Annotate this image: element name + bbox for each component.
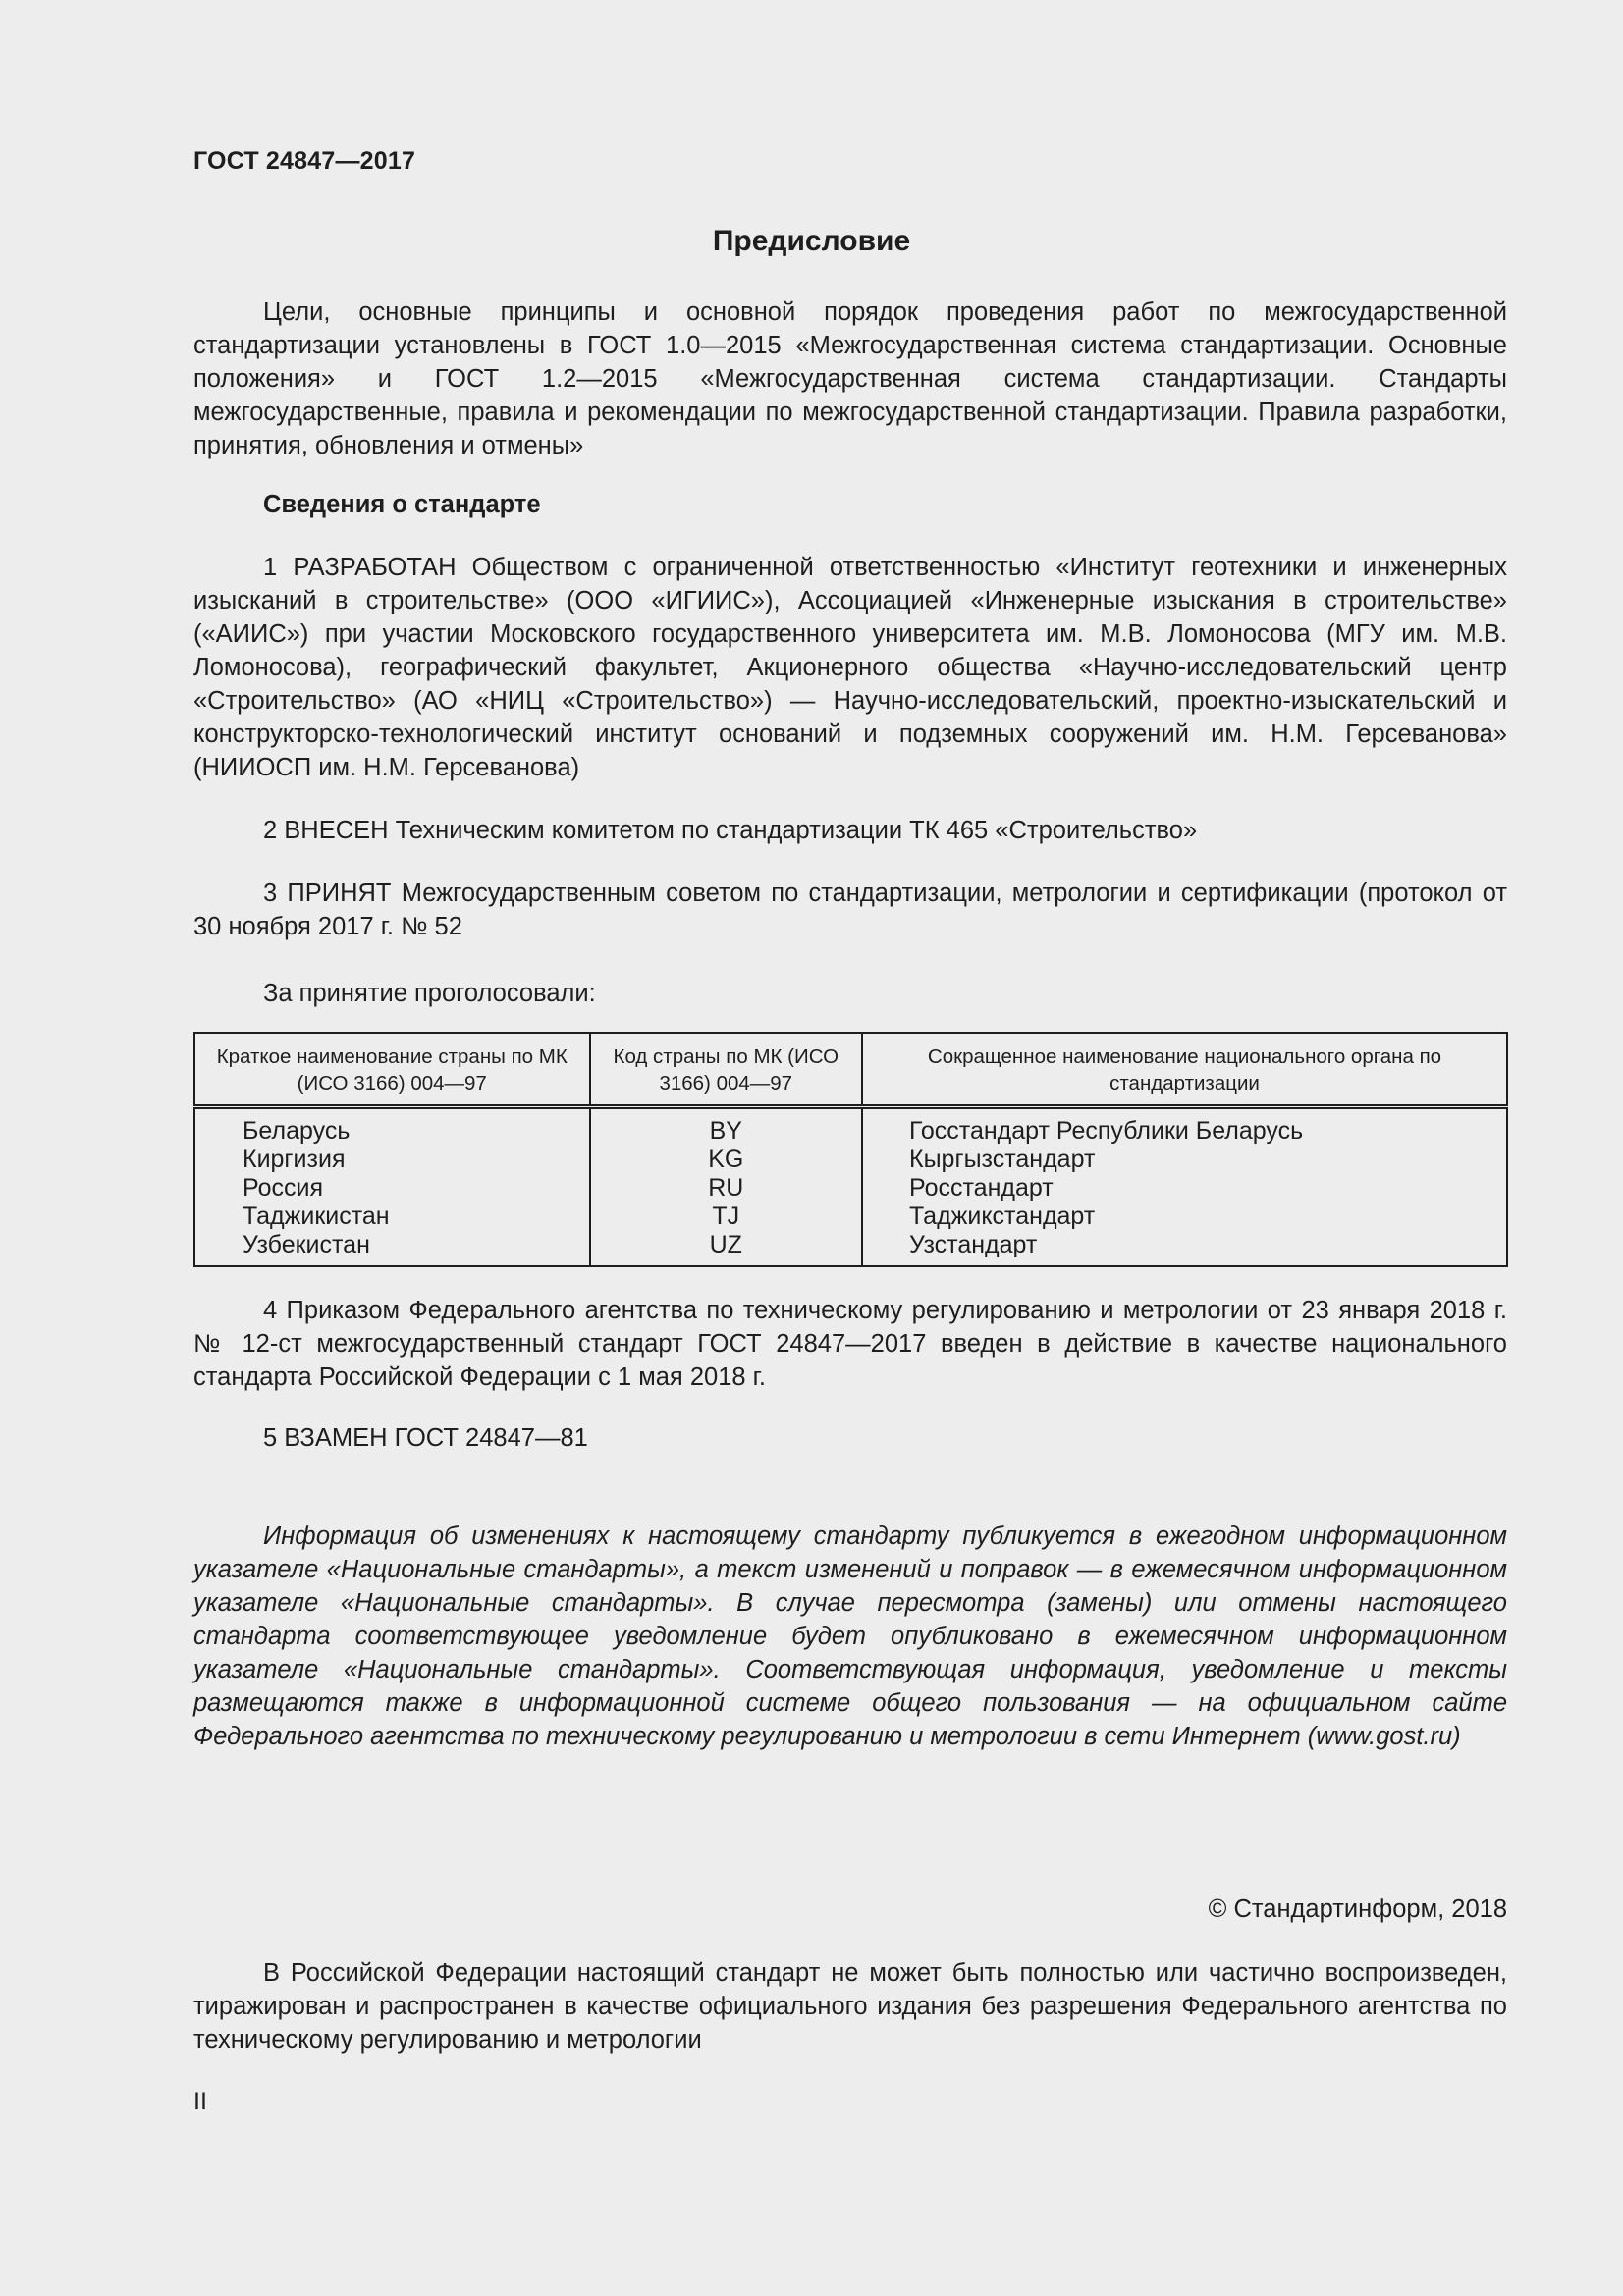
table-row <box>194 1107 1507 1267</box>
national-body: Госстандарт Республики Беларусь <box>909 1117 1304 1145</box>
voted-label: За принятие проголосовали: <box>263 980 596 1007</box>
country-code: TJ <box>712 1202 740 1230</box>
header-country-code: Код страны по МК (ИСО 3166) 004—97 <box>590 1033 863 1107</box>
national-bodies-cell <box>862 1107 1507 1267</box>
voting-table <box>193 1032 1508 1267</box>
country-name: Россия <box>243 1174 323 1201</box>
page-number: II <box>193 2088 207 2115</box>
national-body: Росстандарт <box>909 1174 1054 1201</box>
national-body: Кыргызстандарт <box>909 1146 1096 1173</box>
national-body: Узстандарт <box>909 1231 1038 1258</box>
rights-paragraph: В Российской Федерации настоящий стандарт не может быть полностью или частично воспроизведен, тиражирован и распространен в качестве официального издания без разрешения Федерального агентства по техническому регулированию и метрологии <box>193 1959 1507 2054</box>
national-body: Таджикстандарт <box>909 1202 1096 1230</box>
info-heading: Сведения о стандарте <box>263 491 541 518</box>
item-1-paragraph: 1 РАЗРАБОТАН Обществом с ограниченной ответственностью «Институт геотехники и инженерных изысканий в строительстве» (ООО «ИГИИС»), Ассоциацией «Инженерные изыскания в строительстве» («АИИС») при участии Московского государственного университета им. М.В. Ломоносова (МГУ им. М.В. Ломоносова), географический факультет, Акционерного общества «Научно-исследовательский центр «Строительство» (АО «НИЦ «Строительство») — Научно-исследовательский, проектно-изыскательский и конструкторско-технологический институт оснований и подземных сооружений им. Н.М. Герсеванова» (НИИОСП им. Н.М. Герсеванова) <box>193 554 1507 781</box>
country-code: RU <box>708 1174 744 1201</box>
country-name: Киргизия <box>243 1146 346 1173</box>
country-code: UZ <box>709 1231 742 1258</box>
header-national-body: Сокращенное наименование национального органа по стандартизации <box>862 1033 1507 1107</box>
item-2-paragraph: 2 ВНЕСЕН Техническим комитетом по стандартизации ТК 465 «Строительство» <box>263 817 1198 844</box>
changes-notice: Информация об изменениях к настоящему стандарту публикуется в ежегодном информационном указателе «Национальные стандарты», а текст изменений и поправок — в ежемесячном информационном указателе «Национальные стандарты». В случае пересмотра (замены) или отмены настоящего стандарта соответствующее уведомление будет опубликовано в ежемесячном информационном указателе «Национальные стандарты». Соответствующая информация, уведомление и тексты размещаются также в информационной системе общего пользования — на официальном сайте Федерального агентства по техническому регулированию и метрологии в сети Интернет (www.gost.ru) <box>193 1522 1507 1750</box>
country-names-cell <box>194 1107 590 1267</box>
header-country-name: Краткое наименование страны по МК (ИСО 3166) 004—97 <box>194 1033 590 1107</box>
copyright-notice: © Стандартинформ, 2018 <box>1208 1896 1507 1923</box>
country-code: KG <box>708 1146 744 1173</box>
table-header-row <box>194 1033 1507 1107</box>
item-5-paragraph: 5 ВЗАМЕН ГОСТ 24847—81 <box>263 1424 588 1452</box>
country-name: Узбекистан <box>243 1231 370 1258</box>
intro-paragraph: Цели, основные принципы и основной порядок проведения работ по межгосударственной стандартизации установлены в ГОСТ 1.0—2015 «Межгосударственная система стандартизации. Основные положения» и ГОСТ 1.2—2015 «Межгосударственная система стандартизации. Стандарты межгосударственные, правила и рекомендации по межгосударственной стандартизации. Правила разработки, принятия, обновления и отмены» <box>193 298 1507 459</box>
country-name: Таджикистан <box>243 1202 390 1230</box>
country-code: BY <box>709 1117 742 1145</box>
item-3-paragraph: 3 ПРИНЯТ Межгосударственным советом по стандартизации, метрологии и сертификации (протокол от 30 ноября 2017 г. № 52 <box>193 880 1507 940</box>
country-name: Беларусь <box>243 1117 351 1145</box>
item-4-paragraph: 4 Приказом Федерального агентства по техническому регулированию и метрологии от 23 января 2018 г. № 12-ст межгосударственный стандарт ГОСТ 24847—2017 введен в действие в качестве национального стандарта Российской Федерации с 1 мая 2018 г. <box>193 1297 1507 1391</box>
country-codes-cell <box>590 1107 863 1267</box>
standard-code-header: ГОСТ 24847—2017 <box>193 147 416 175</box>
page-title: Предисловие <box>712 225 911 257</box>
